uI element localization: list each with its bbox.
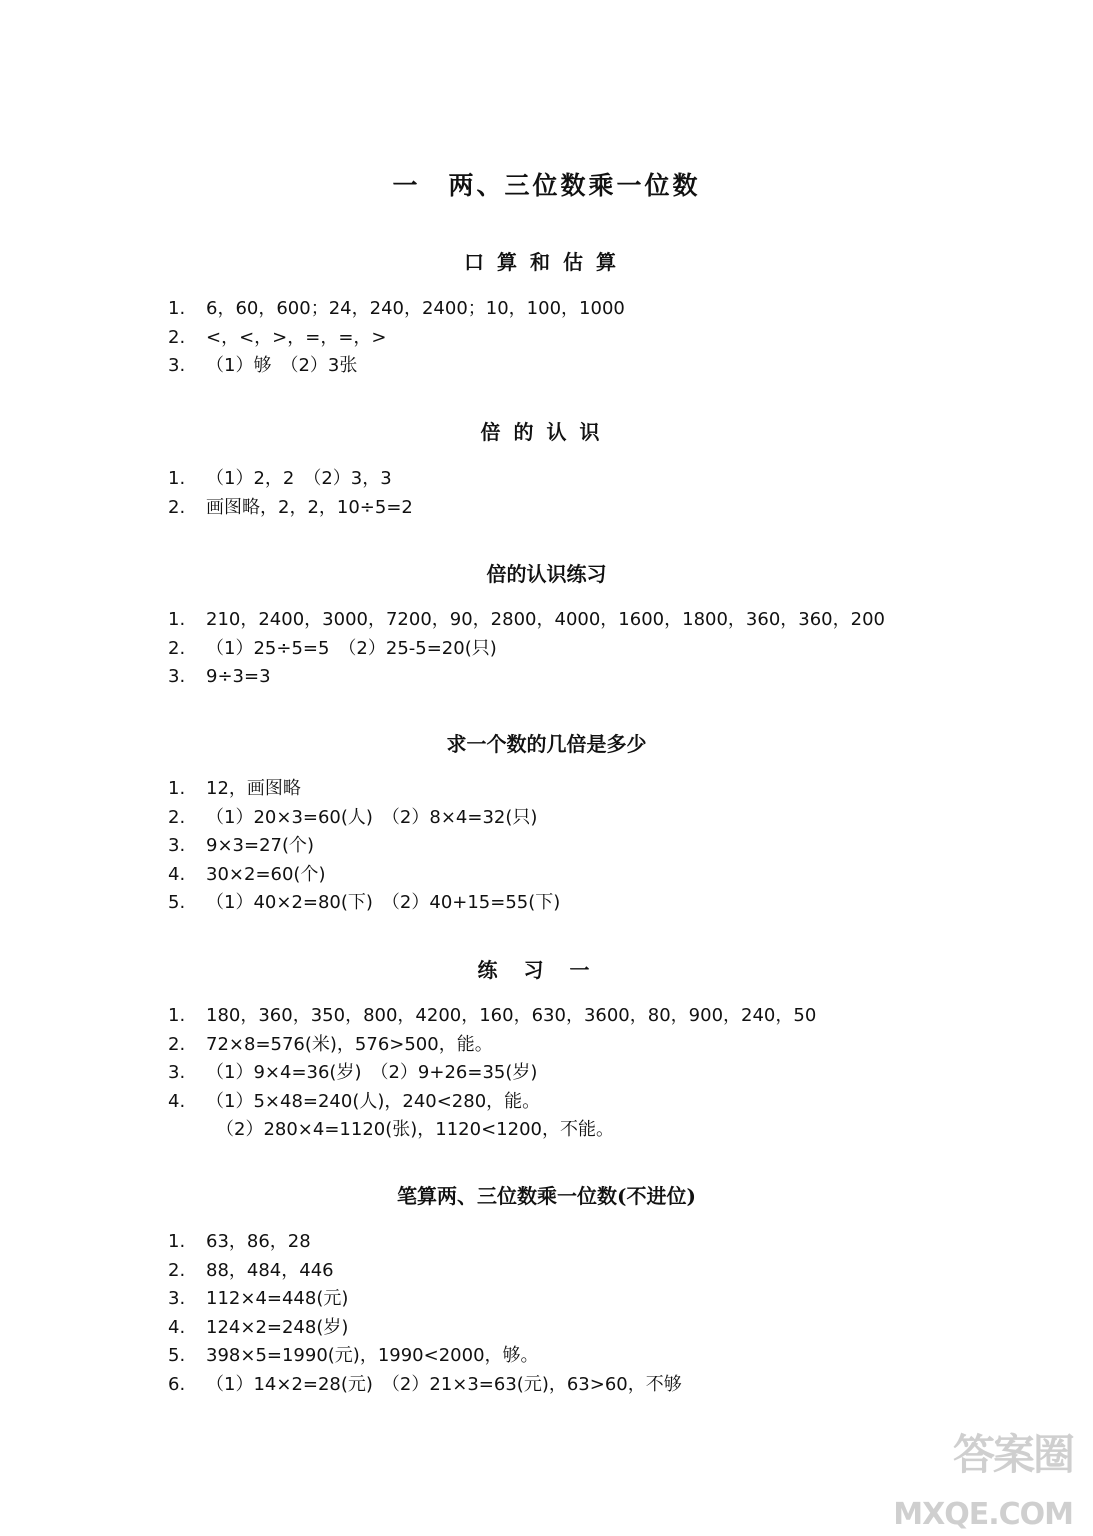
answer-list	[168, 1228, 682, 1399]
item-text: （1）40×2=80(下) （2）40+15=55(下)	[206, 892, 561, 913]
answer-list	[168, 775, 560, 918]
item-number: 5.	[168, 1345, 186, 1366]
list-item	[168, 1088, 816, 1117]
list-item	[168, 635, 885, 664]
list-item	[168, 804, 560, 833]
item-number: 2.	[168, 496, 186, 518]
list-item	[168, 1059, 816, 1088]
item-number: 4.	[168, 863, 186, 885]
item-text: 180，360，350，800，4200，160，630，3600，80，900，240，50	[206, 1005, 817, 1026]
item-text: （1）够 （2）3张	[206, 355, 358, 376]
watermark-logo: 答案圈	[952, 1430, 1073, 1479]
item-text: <，<，>，=，=，>	[206, 326, 387, 348]
list-item	[168, 832, 560, 861]
section-title: 倍的认识	[480, 420, 613, 444]
item-number: 3.	[168, 835, 186, 856]
item-text: （1）25÷5=5 （2）25-5=20(只)	[206, 637, 497, 659]
item-number: 3.	[168, 1062, 186, 1083]
item-text: （1）20×3=60(人) （2）8×4=32(只)	[206, 806, 538, 828]
item-number: 1.	[168, 778, 186, 799]
item-number: 1.	[168, 1005, 186, 1026]
list-item	[168, 295, 625, 324]
item-text: 398×5=1990(元)，1990<2000，够。	[206, 1345, 539, 1366]
item-number: 2.	[168, 326, 186, 348]
item-number: 4.	[168, 1090, 186, 1112]
item-number: 5.	[168, 892, 186, 913]
list-item	[168, 465, 413, 494]
list-item	[168, 1031, 816, 1060]
item-text: 88，484，446	[206, 1259, 334, 1281]
item-text: 6，60，600；24，240，2400；10，100，1000	[206, 298, 625, 319]
item-number: 2.	[168, 637, 186, 659]
item-number: 3.	[168, 666, 186, 687]
list-item	[168, 1002, 816, 1031]
list-item	[168, 352, 625, 381]
item-number: 4.	[168, 1316, 186, 1338]
answer-list	[168, 295, 625, 381]
item-text: （1）2，2 （2）3，3	[206, 468, 392, 489]
list-item	[168, 1228, 682, 1257]
item-text: 124×2=248(岁)	[206, 1316, 349, 1338]
item-number: 2.	[168, 1259, 186, 1281]
item-number: 1.	[168, 298, 186, 319]
item-text: 画图略，2，2，10÷5=2	[206, 496, 413, 518]
watermark-url: MXQE.COM	[893, 1497, 1073, 1532]
section-title: 练习一	[477, 958, 616, 982]
chapter-title: 一 两、三位数乘一位数	[392, 171, 701, 200]
list-item	[168, 889, 560, 918]
item-number: 1.	[168, 468, 186, 489]
item-text: （1）5×48=240(人)，240<280，能。	[206, 1090, 541, 1112]
list-item	[168, 775, 560, 804]
item-text: 9×3=27(个)	[206, 835, 315, 856]
list-item-continuation: （2）280×4=1120(张)，1120<1200，不能。	[216, 1119, 614, 1140]
item-number: 3.	[168, 355, 186, 376]
list-item	[168, 663, 885, 692]
answer-list	[168, 606, 885, 692]
item-text: 9÷3=3	[206, 666, 271, 687]
list-item	[168, 1257, 682, 1286]
item-number: 1.	[168, 609, 186, 630]
item-text: 30×2=60(个)	[206, 863, 326, 885]
item-number: 1.	[168, 1231, 186, 1252]
list-item	[168, 324, 625, 353]
section-title: 求一个数的几倍是多少	[446, 732, 647, 756]
section-title: 笔算两、三位数乘一位数(不进位)	[397, 1184, 696, 1208]
answer-list	[168, 465, 413, 522]
item-text: 12，画图略	[206, 778, 301, 799]
list-item	[168, 494, 413, 523]
section-title: 倍的认识练习	[486, 562, 607, 586]
item-number: 2.	[168, 1033, 186, 1055]
item-text: （1）14×2=28(元) （2）21×3=63(元)，63>60，不够	[206, 1373, 682, 1395]
watermark	[893, 1422, 1073, 1532]
list-item	[168, 1314, 682, 1343]
list-item	[168, 1342, 682, 1371]
item-text: 112×4=448(元)	[206, 1288, 349, 1309]
list-item	[168, 1371, 682, 1400]
answer-list	[168, 1002, 816, 1145]
item-text: 63，86，28	[206, 1231, 311, 1252]
list-item	[168, 606, 885, 635]
item-text: 210，2400，3000，7200，90，2800，4000，1600，1800，360，360，200	[206, 609, 885, 630]
item-text: 72×8=576(米)，576>500，能。	[206, 1033, 493, 1055]
item-number: 6.	[168, 1373, 186, 1395]
list-item	[168, 1285, 682, 1314]
list-item	[168, 861, 560, 890]
section-title: 口算和估算	[464, 250, 629, 274]
item-number: 2.	[168, 806, 186, 828]
item-number: 3.	[168, 1288, 186, 1309]
item-text: （1）9×4=36(岁) （2）9+26=35(岁)	[206, 1062, 538, 1083]
